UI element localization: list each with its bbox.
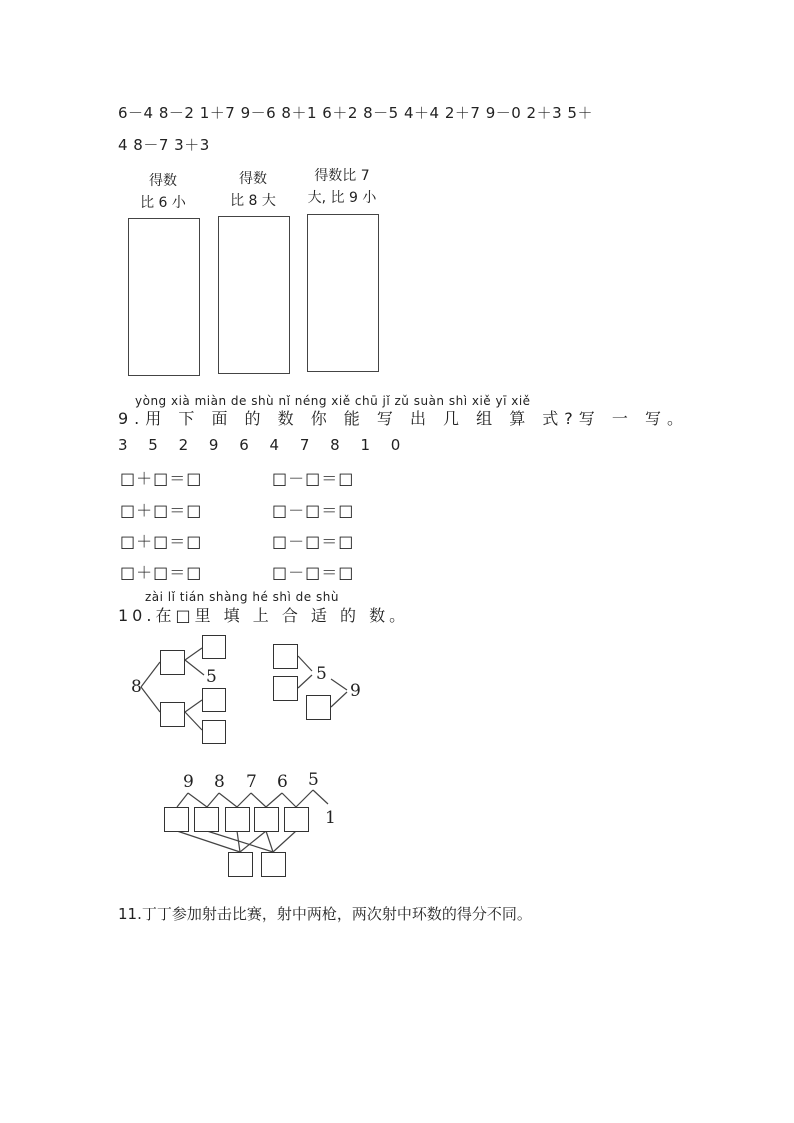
chain-box-top-1[interactable] [164,807,189,832]
tree-2-box-bottom[interactable] [306,695,331,720]
subtraction-row-2[interactable]: □－□＝□ [272,501,355,520]
exercise-9-title: 9.用 下 面 的 数 你 能 写 出 几 组 算 式?写 一 写。 [118,409,689,428]
addition-row-1[interactable]: □＋□＝□ [120,469,203,488]
tree-2-given-number: 5 [316,664,327,684]
chain-extra-number: 1 [325,808,336,828]
addition-row-2[interactable]: □＋□＝□ [120,501,203,520]
chain-number-5: 5 [308,770,319,790]
exercise-11-title: 11.丁丁参加射击比赛，射中两枪，两次射中环数的得分不同。 [118,905,532,923]
tree-1-box-lower-right-b[interactable] [202,720,226,744]
exercise-9-digits: 3 5 2 9 6 4 7 8 1 0 [118,436,409,454]
exercise-9-pinyin: yòng xià miàn de shù nǐ néng xiě chū jǐ zǔ suàn shì xiě yī xiě [135,394,531,408]
chain-number-3: 7 [246,772,257,792]
chain-box-top-3[interactable] [225,807,250,832]
subtraction-row-1[interactable]: □－□＝□ [272,469,355,488]
subtraction-row-3[interactable]: □－□＝□ [272,532,355,551]
tree-2-box-middle[interactable] [273,676,298,701]
chain-box-top-5[interactable] [284,807,309,832]
tree-1-root-number: 8 [131,677,142,697]
chain-box-top-4[interactable] [254,807,279,832]
expression-line-2: 4 8－7 3＋3 [118,136,210,154]
chain-number-2: 8 [214,772,225,792]
box-label-3: 得数比 7 大, 比 9 小 [307,168,377,206]
subtraction-row-4[interactable]: □－□＝□ [272,563,355,582]
chain-number-4: 6 [277,772,288,792]
exercise-10-pinyin: zài lǐ tián shàng hé shì de shù [145,590,339,604]
chain-box-top-2[interactable] [194,807,219,832]
tree-1-box-lower[interactable] [160,702,185,727]
tree-1-given-number: 5 [206,667,217,687]
chain-number-1: 9 [183,772,194,792]
tree-1-box-upper[interactable] [160,650,185,675]
box-label-2: 得数 比 8 大 [230,171,276,209]
chain-box-bottom-1[interactable] [228,852,253,877]
tree-2-result-number: 9 [350,681,361,701]
tree-2-box-top[interactable] [273,644,298,669]
addition-row-4[interactable]: □＋□＝□ [120,563,203,582]
chain-box-bottom-2[interactable] [261,852,286,877]
tree-1-box-upper-right[interactable] [202,635,226,659]
tree-1-box-lower-right-a[interactable] [202,688,226,712]
expression-line-1: 6－4 8－2 1＋7 9－6 8＋1 6＋2 8－5 4＋4 2＋7 9－0 2＋3 5＋ [118,104,593,122]
addition-row-3[interactable]: □＋□＝□ [120,532,203,551]
box-label-1: 得数 比 6 小 [140,173,186,211]
exercise-10-title: 10.在□里 填 上 合 适 的 数。 [118,606,410,625]
